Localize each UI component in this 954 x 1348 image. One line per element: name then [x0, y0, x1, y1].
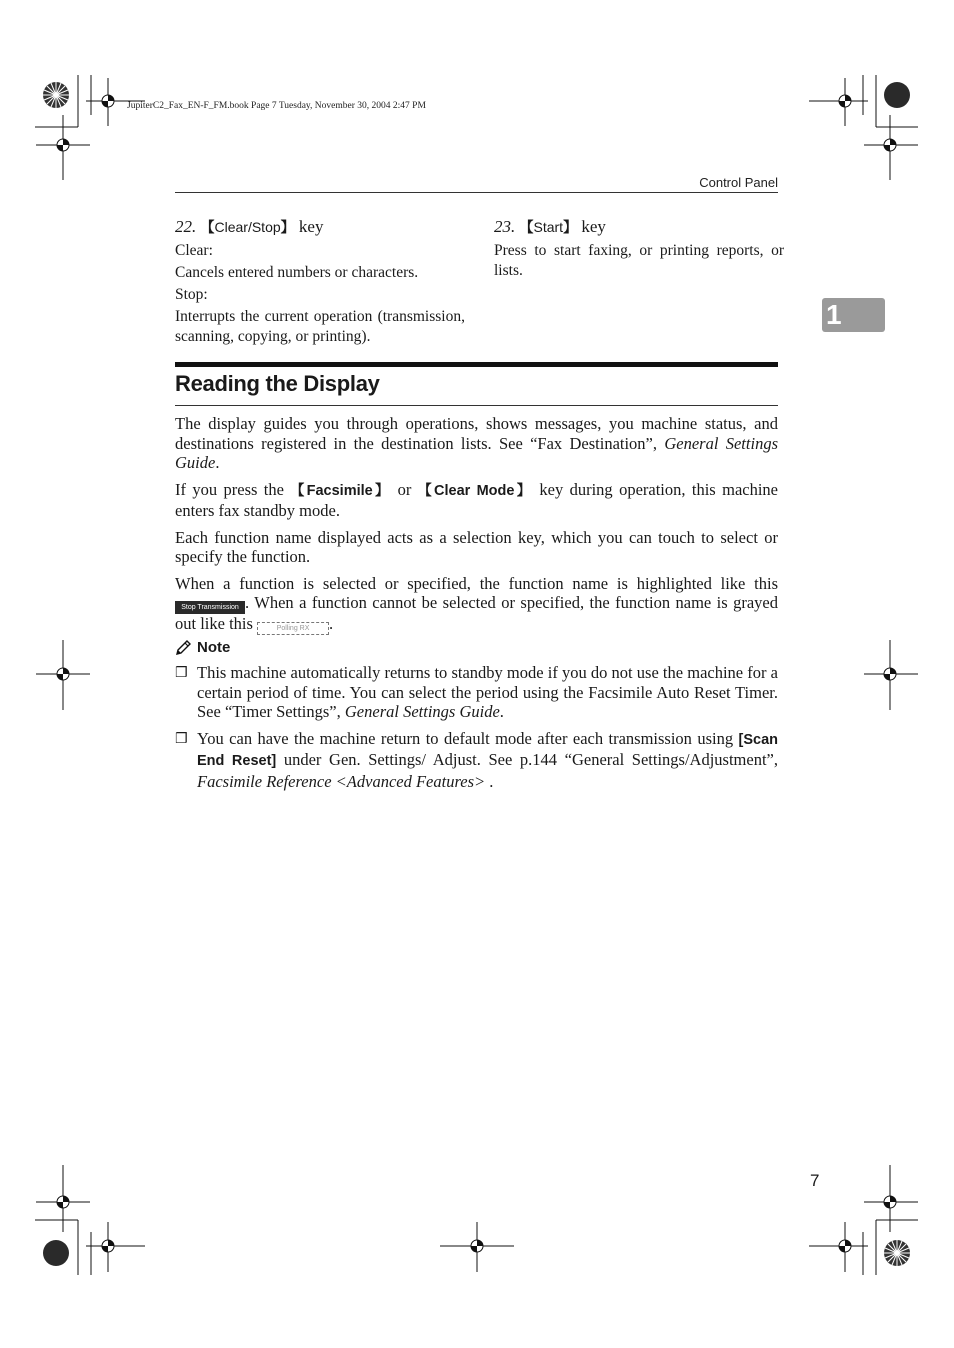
item-line: Clear:: [175, 242, 213, 259]
cross-reference: General Settings Guide: [344, 702, 500, 721]
key-item-clear-stop: [175, 216, 465, 347]
key-facsimile: Facsimile: [306, 482, 373, 499]
key-item-start: [494, 216, 784, 281]
note-heading: Note: [175, 639, 230, 656]
file-info-line: JupiterC2_Fax_EN-F_FM.book Page 7 Tuesday, November 30, 2004 2:47 PM: [127, 101, 426, 111]
note-item: ❒ You can have the machine return to default mode after each transmission using [Scan End Reset] under Gen. Settings/ Adjust. See p.144 “General Settings/Adjustment”, Facsimile Reference <Advanced Features> .: [175, 728, 778, 791]
checkbox-bullet-icon: ❒: [175, 665, 188, 681]
item-line: Interrupts the current operation (transmission, scanning, copying, or printing).: [175, 308, 465, 345]
section-underline: [175, 405, 778, 406]
section-rule: [175, 362, 778, 367]
paragraph: The display guides you through operations, shows messages, you machine status, and destinations registered in the destination lists. See “Fax Destination”, General Settings Guide.: [175, 414, 778, 472]
pencil-icon: [175, 640, 193, 656]
top-rule: [175, 192, 778, 193]
cross-reference: Facsimile Reference <Advanced Features>: [197, 771, 486, 791]
item-line: Press to start faxing, or printing reports, or lists.: [494, 242, 784, 279]
item-line: Cancels entered numbers or characters.: [175, 264, 419, 281]
key-scan-end-reset: [Scan End Reset]: [197, 731, 778, 769]
key-clear-mode: Clear Mode: [434, 482, 515, 499]
chapter-tab: 1: [822, 298, 885, 332]
cross-reference: General Settings Guide: [175, 433, 778, 472]
note-item: ❒ This machine automatically returns to standby mode if you do not use the machine for a certain period of time. You can select the period using the Facsimile Auto Reset Timer. See “Timer Settings”, General Settings Guide.: [175, 663, 778, 721]
grayed-key-sample: Polling RX: [257, 622, 329, 635]
page-number: 7: [810, 1171, 820, 1190]
item-line: Stop:: [175, 286, 208, 303]
paragraph: When a function is selected or specified, the function name is highlighted like this Stop Transmission . When a function cannot be selected or specified, the function name is grayed out like this Polling RX .: [175, 573, 778, 633]
section-title: Reading the Display: [175, 371, 380, 396]
running-head: Control Panel: [699, 175, 778, 190]
paragraph: Each function name displayed acts as a selection key, which you can touch to select or specify the function.: [175, 527, 778, 566]
checkbox-bullet-icon: ❒: [175, 730, 188, 747]
key-item-heading: 22. 【Clear/Stop】 key: [175, 217, 324, 236]
highlighted-key-sample: Stop Transmission: [175, 601, 245, 614]
section-body: [175, 414, 778, 642]
paragraph: If you press the 【Facsimile】 or 【Clear Mode】 key during operation, this machine enters fax standby mode.: [175, 479, 779, 520]
key-item-heading: 23. 【Start】 key: [494, 217, 606, 236]
note-list: [175, 663, 778, 798]
